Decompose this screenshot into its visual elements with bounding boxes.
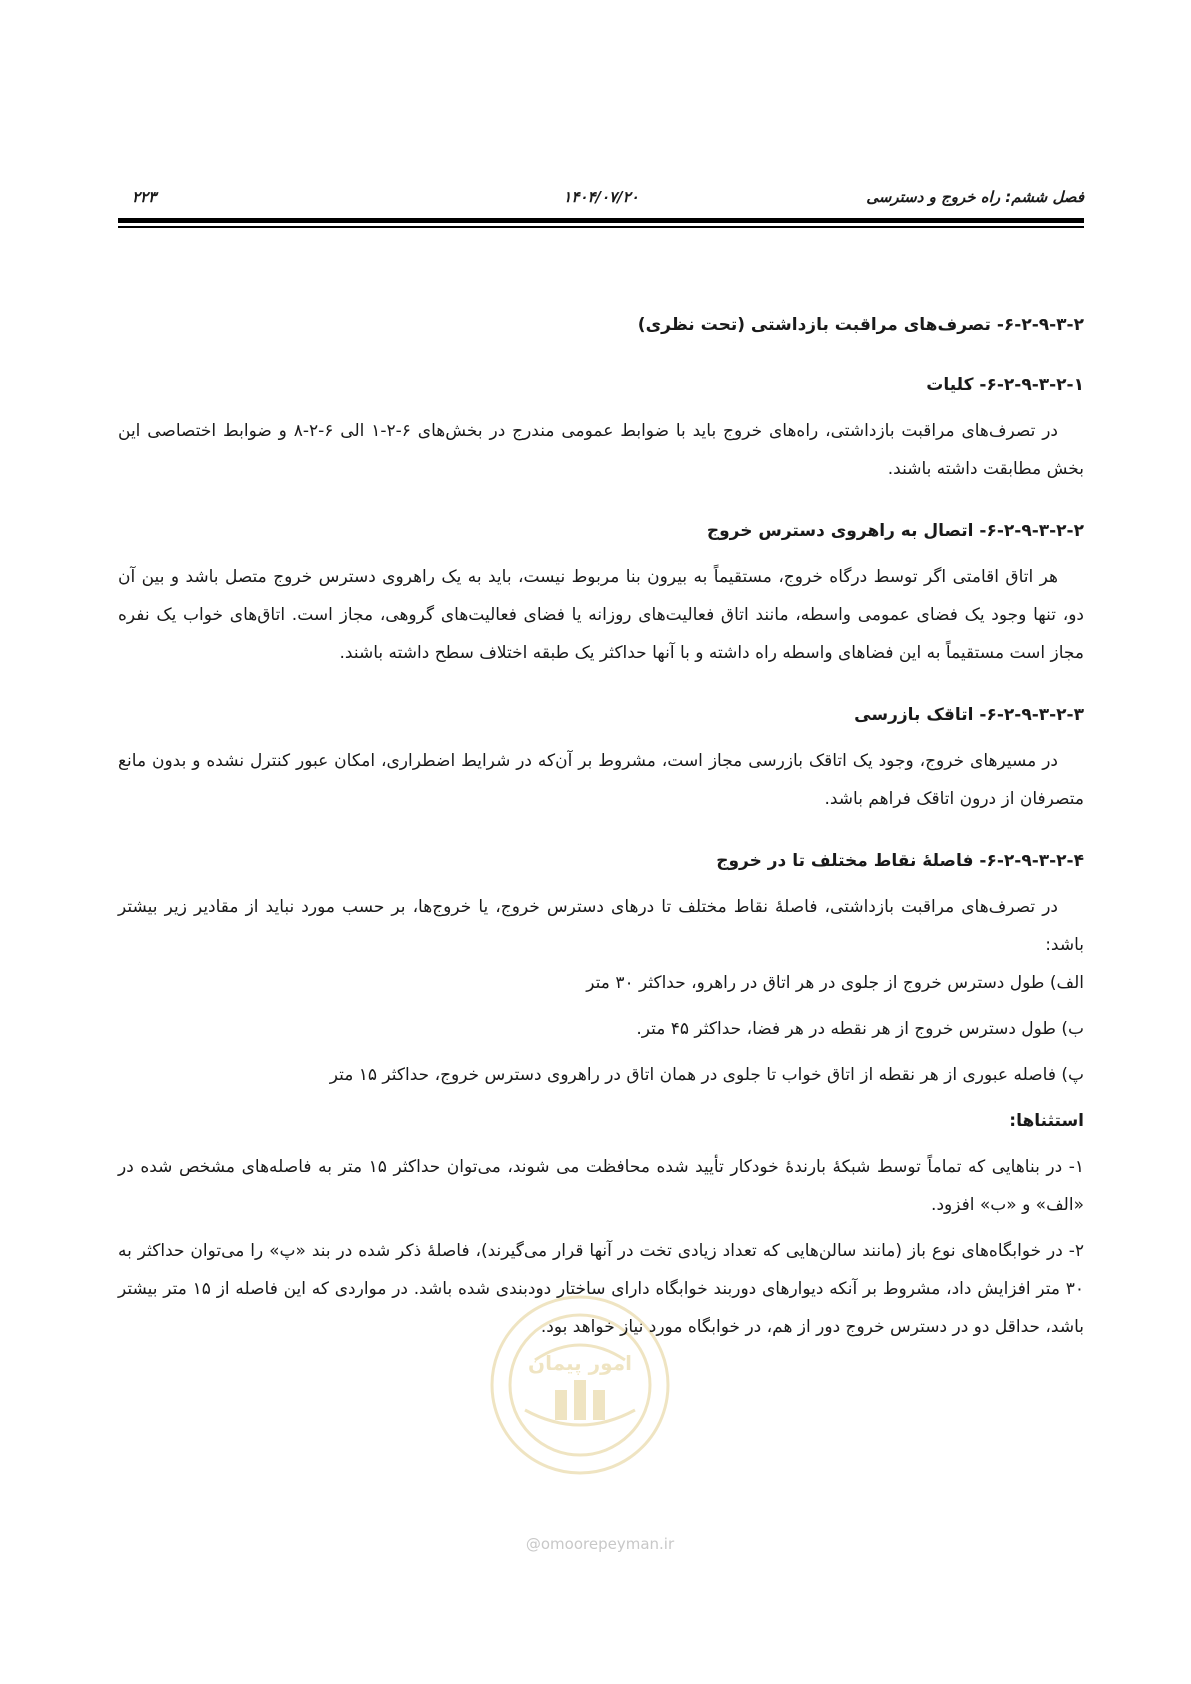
section-heading-2-3: ۶-۲-۹-۳-۲-۳- اتاقک بازرسی — [854, 705, 1084, 725]
main-content — [118, 306, 1084, 1346]
list-item-alef: الف) طول دسترس خروج از جلوی در هر اتاق در راهرو، حداکثر ۳۰ متر — [586, 973, 1084, 993]
section-heading-2: ۶-۲-۹-۳-۲- تصرف‌های مراقبت بازداشتی (تحت نظری) — [637, 315, 1084, 335]
header-rule-thin — [118, 226, 1084, 228]
section-heading-2-2: ۶-۲-۹-۳-۲-۲- اتصال به راهروی دسترس خروج — [706, 521, 1084, 541]
paragraph-2-1: در تصرف‌های مراقبت بازداشتی، راه‌های خروج باید با ضوابط عمومی مندرج در بخش‌های ۶-۲-۱ الی ۶-۲-۸ و ضوابط اختصاصی این بخش مطابقت داشته باشند. — [118, 421, 1084, 479]
paragraph-2-3: در مسیرهای خروج، وجود یک اتاقک بازرسی مجاز است، مشروط بر آن‌که در شرایط اضطراری، امکان عبور کنترل نشده و بدون مانع متصرفان از درون اتاقک فراهم باشد. — [118, 751, 1084, 809]
watermark-text: امور پیمان — [528, 1351, 632, 1375]
header-date: ۱۴۰۴/۰۷/۲۰ — [563, 188, 639, 206]
section-heading-2-4: ۶-۲-۹-۳-۲-۴- فاصلهٔ نقاط مختلف تا در خروج — [716, 851, 1084, 871]
page-header — [118, 188, 1084, 212]
watermark-url: @omoorepeyman.ir — [525, 1535, 675, 1553]
list-item-be: ب) طول دسترس خروج از هر نقطه در هر فضا، حداکثر ۴۵ متر. — [636, 1019, 1084, 1039]
exception-1: ۱- در بناهایی که تماماً توسط شبکهٔ بارندهٔ خودکار تأیید شده محافظت می شوند، می‌توان حداکثر ۱۵ متر به فاصله‌های مشخص شده در «الف» و «ب» افزود. — [118, 1157, 1085, 1215]
page-number: ۲۲۳ — [132, 188, 157, 206]
exception-2: ۲- در خوابگاه‌های نوع باز (مانند سالن‌هایی که تعداد زیادی تخت در آنها قرار می‌گیرند)، فاصلهٔ ذکر شده در بند «پ» را می‌توان حداکثر به ۳۰ متر افزایش داد، مشروط بر آنکه دیوارهای دوربند خوابگاه دارای ساختار دودبندی شده باشد. در مواردی که این فاصله از ۱۵ متر بیشتر باشد، حداقل دو در دسترس خروج دور از هم، در خوابگاه مورد نیاز خواهد بود. — [118, 1241, 1084, 1337]
paragraph-2-2: هر اتاق اقامتی اگر توسط درگاه خروج، مستقیماً به بیرون بنا مربوط نیست، باید به یک راهروی دسترس خروج متصل باشد و بین آن دو، تنها وجود یک فضای عمومی واسطه، مانند اتاق فعالیت‌های روزانه یا فضای فعالیت‌های گروهی، مجاز است. اتاق‌های خواب یک نفره مجاز است مستقیماً به این فضاهای واسطه راه داشته و با آنها حداکثر یک طبقه اختلاف سطح داشته باشند. — [118, 567, 1084, 663]
section-heading-2-1: ۶-۲-۹-۳-۲-۱- کلیات — [926, 375, 1084, 395]
list-item-pe: پ) فاصله عبوری از هر نقطه از اتاق خواب تا جلوی در همان اتاق در راهروی دسترس خروج، حداکثر ۱۵ متر — [329, 1065, 1084, 1085]
header-rule-thick — [118, 218, 1084, 223]
paragraph-2-4: در تصرف‌های مراقبت بازداشتی، فاصلهٔ نقاط مختلف تا درهای دسترس خروج، یا خروج‌ها، بر حسب مورد نباید از مقادیر زیر بیشتر باشد: — [118, 897, 1084, 955]
exceptions-label: استثناها: — [1009, 1111, 1084, 1131]
chapter-title: فصل ششم: راه خروج و دسترسی — [866, 188, 1084, 206]
